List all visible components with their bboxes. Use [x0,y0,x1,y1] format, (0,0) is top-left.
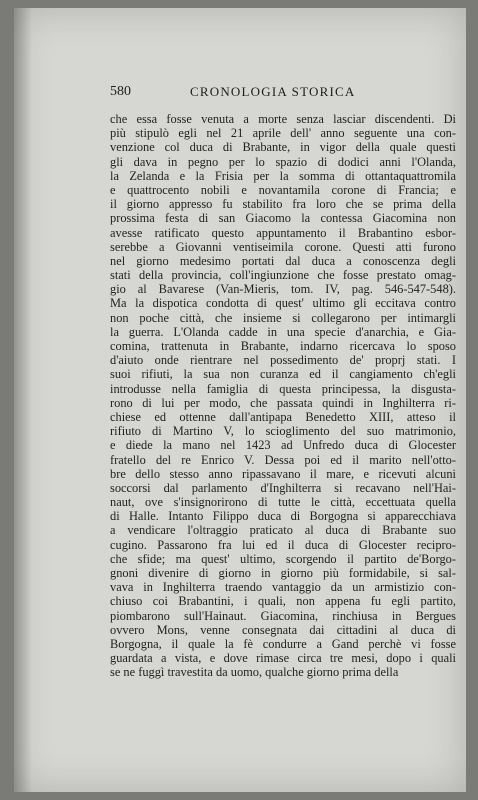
text-line: rono di lui per modo, che passata quindi in Inghilterra ri- [110,395,456,410]
text-line: rifiuto di Martino V, lo scioglimento del suo matrimonio, [110,424,456,439]
text-line: Borgogna, il quale la fè condurre a Gand perchè vi fosse [110,636,456,651]
text-line: ovvero Mons, venne consegnata dai cittadini al duca di [110,622,456,637]
text-line: e diede la mano nel 1423 ad Unfredo duca di Glocester [110,438,456,453]
text-line: chiese ed ottenne dall'antipapa Benedetto XIII, atteso il [110,409,456,424]
text-line: la guerra. L'Olanda cadde in una specie d'anarchia, e Gia- [110,324,456,339]
text-line: a vendicare l'oltraggio praticato al duca di Brabante suo [110,523,456,538]
running-head [110,84,456,100]
text-line: se ne fuggì travestita da uomo, qualche giorno prima della [110,665,399,680]
running-title: CRONOLOGIA STORICA [190,84,356,99]
text-line: più stipulò egli nel 21 aprile dell' anno seguente una con- [110,126,456,141]
text-line: piombarono sull'Hainaut. Giacomina, rinchiusa in Bergues [110,608,456,623]
page-number: 580 [110,84,131,99]
text-line: il giorno appresso fu stabilito fra loro che se prima della [110,197,456,212]
text-line: vava in Inghilterra traendo vantaggio da un armistizio con- [110,580,456,595]
text-line: nel giorno medesimo portati dal duca a conoscenza degli [110,253,456,268]
text-line: bre dello stesso anno ripassavano il mare, e ricevuti alcuni [110,466,456,481]
text-line: d'aiuto onde rientrare nel possedimento de' proprj stati. I [110,353,456,368]
text-line: suoi rifiuti, la sua non curanza ed il cangiamento ch'egli [110,367,456,382]
text-line: che sfide; ma quest' ultimo, scorgendo il partito de'Borgo- [110,551,456,566]
text-line: di Halle. Intanto Filippo duca di Borgogna si apparecchiava [110,509,456,524]
text-line: naut, ove s'insignorirono di tutte le città, eccettuata quella [110,495,456,510]
text-line: cugino. Passarono fra lui ed il duca di Glocester recipro- [110,537,456,552]
body-text [110,112,456,680]
text-line: non poche città, che insieme si collegarono per intimargli [110,310,456,325]
text-line: e quattrocento nobili e novantamila corone di Francia; e [110,182,456,197]
text-line: stati della provincia, coll'ingiunzione che fosse prestato omag- [110,268,456,283]
book-page [14,8,466,792]
text-line: soccorsi dal parlamento d'Inghilterra si recavano nell'Hai- [110,480,456,495]
text-line: gli dava in pegno per lo spazio di dodici anni l'Olanda, [110,154,456,169]
text-line: chiuso coi Brabantini, i quali, non appena fu egli partito, [110,594,456,609]
text-line: la Zelanda e la Frisia per la somma di ottantaquattromila [110,168,456,183]
text-line: che essa fosse venuta a morte senza lasciar discendenti. Di [110,112,456,126]
text-line: guardata a vista, e dove rimase circa tre mesi, dopo i quali [110,651,456,666]
text-line: venzione col duca di Brabante, in vigor della quale questi [110,140,456,155]
text-line: serebbe a Giovanni ventiseimila corone. Questi atti furono [110,239,456,254]
text-line: prossima festa di san Giacomo la contessa Giacomina non [110,211,456,226]
text-line: avesse ratificato questo appuntamento il Brabantino esbor- [110,225,456,240]
text-line: fratello del re Enrico V. Dessa poi ed il marito nell'otto- [110,452,456,467]
text-line: comina, trattenuta in Brabante, indarno ricercava lo sposo [110,339,456,353]
text-line: gio al Bavarese (Van-Mieris, tom. IV, pag. 546-547-548). [110,282,456,297]
text-line: gnoni divenire di giorno in giorno più formidabile, si sal- [110,566,456,580]
text-line: Ma la dispotica condotta di quest' ultimo gli eccitava contro [110,296,456,311]
text-line: introdusse nella famiglia di questa principessa, la disgusta- [110,381,456,396]
